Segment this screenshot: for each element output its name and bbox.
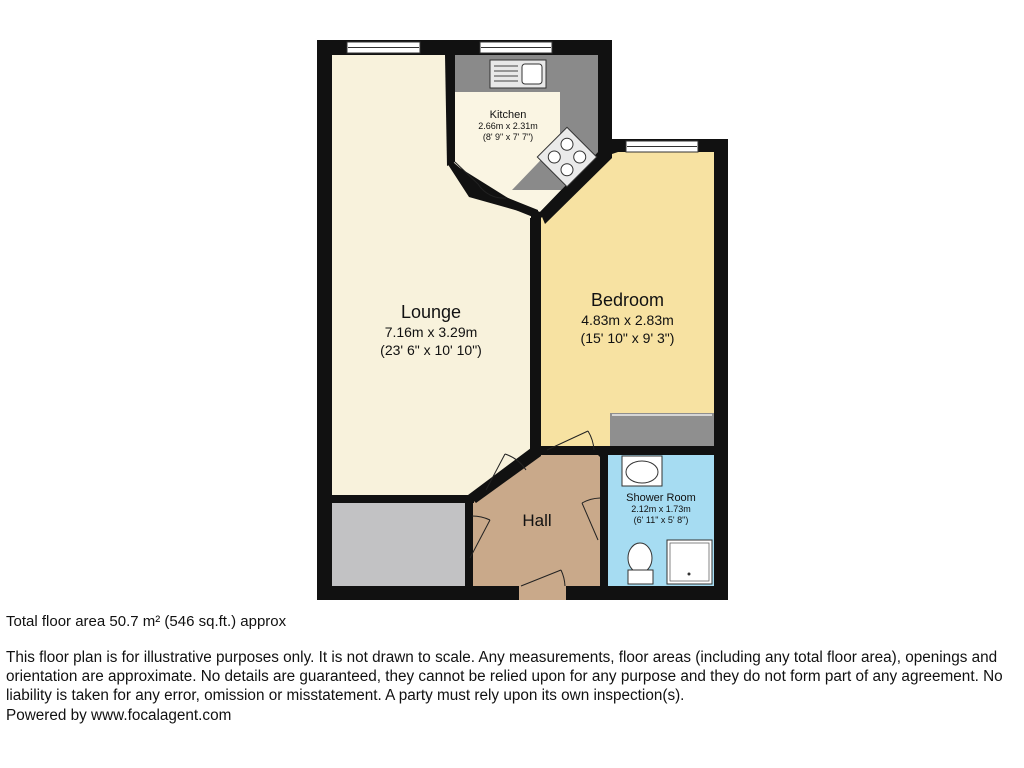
wardrobe <box>610 413 714 449</box>
window-kitchen <box>480 42 552 53</box>
toilet <box>628 543 653 584</box>
wall-lounge-storage <box>332 495 474 503</box>
shower-room-name: Shower Room <box>626 492 696 504</box>
kitchen-name: Kitchen <box>489 109 527 121</box>
disclaimer-text: This floor plan is for illustrative purposes only. It is not drawn to scale. Any measurements, floor areas (including any total floor area), openings and orientation are approximate. No details are guaranteed, they cannot be relied upon for any purpose and they do not form part of any agreement. No liability is taken for any error, omission or misstatement. A party must rely upon its own inspection(s). <box>6 649 1003 704</box>
powered-by-link[interactable]: Powered by www.focalagent.com <box>6 707 232 724</box>
total-floor-area: Total floor area 50.7 m² (546 sq.ft.) approx <box>6 613 287 630</box>
wall-lounge-bedroom <box>531 216 541 452</box>
basin <box>622 456 662 486</box>
bedroom-label <box>541 290 714 347</box>
entrance-threshold <box>519 586 566 600</box>
bedroom-metric: 4.83m x 2.83m <box>581 312 674 328</box>
shower-tray <box>667 540 712 584</box>
shower-room-label <box>608 492 714 526</box>
wall-hall-shower <box>600 452 608 586</box>
kitchen-metric: 2.66m x 2.31m <box>478 121 538 131</box>
kitchen-sink <box>490 60 546 88</box>
wall-storage-hall <box>465 500 473 586</box>
kitchen-imperial: (8' 9" x 7' 7") <box>482 132 534 142</box>
wall-bedroom-hall <box>531 447 601 455</box>
lounge-name: Lounge <box>400 302 462 322</box>
lounge-metric: 7.16m x 3.29m <box>384 324 478 340</box>
storage-cupboard <box>332 502 467 586</box>
hall-name: Hall <box>522 511 552 530</box>
shower-room-metric: 2.12m x 1.73m <box>631 504 691 514</box>
wall-bedroom-shower <box>596 446 714 455</box>
bedroom-name: Bedroom <box>590 290 665 310</box>
shower-room-imperial: (6' 11" x 5' 8") <box>633 515 689 525</box>
lounge-label <box>332 302 530 359</box>
hall-label <box>506 511 568 531</box>
kitchen-label <box>462 109 554 143</box>
window-lounge <box>347 42 420 53</box>
window-bedroom <box>626 141 698 152</box>
bedroom-imperial: (15' 10" x 9' 3") <box>580 330 675 346</box>
lounge-imperial: (23' 6" x 10' 10") <box>380 342 482 358</box>
